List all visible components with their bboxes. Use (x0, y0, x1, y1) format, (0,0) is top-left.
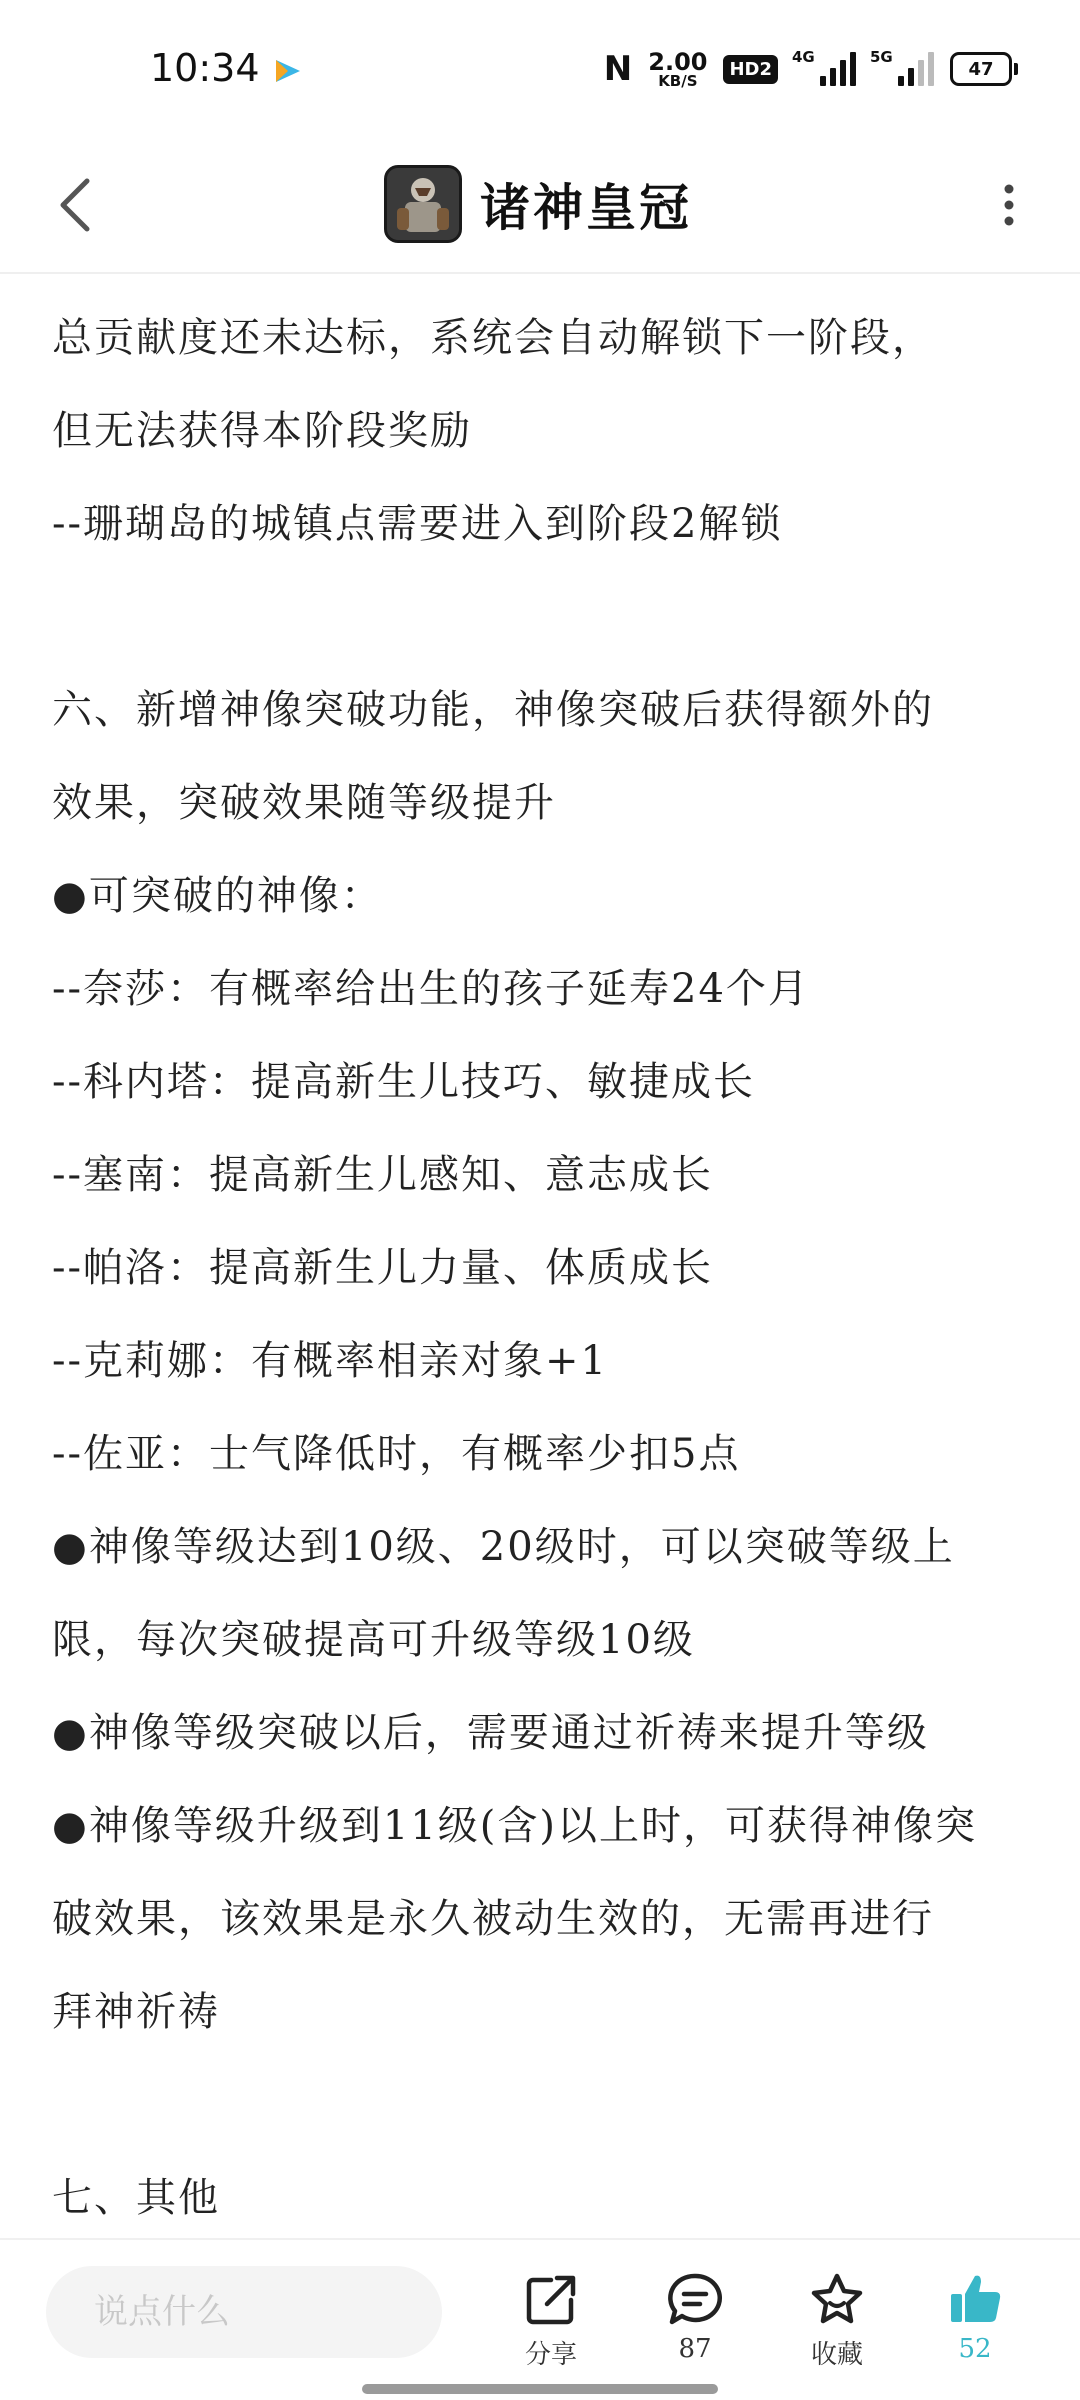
article-line: --帕洛：提高新生儿力量、体质成长 (52, 1245, 714, 1291)
page-title: 诸神皇冠 (480, 178, 692, 237)
article-line: 限，每次突破提高可升级等级10级 (52, 1617, 695, 1663)
article-line: ●神像等级达到10级、20级时，可以突破等级上 (52, 1524, 955, 1570)
chevron-left-icon (55, 175, 95, 235)
article-line (52, 571, 1042, 664)
article-line: --奈莎：有概率给出生的孩子延寿24个月 (52, 966, 810, 1012)
comments-button[interactable] (640, 2270, 750, 2380)
article-line (52, 2059, 1042, 2152)
app-header (0, 140, 1080, 274)
like-count: 52 (958, 2334, 992, 2364)
nfc-icon: N (603, 49, 633, 89)
star-icon (807, 2270, 867, 2330)
article-line: 效果，突破效果随等级提升 (52, 780, 556, 826)
article-line: 拜神祈祷 (52, 1989, 220, 2035)
thumbs-up-icon (945, 2270, 1005, 2330)
share-button[interactable] (496, 2270, 606, 2380)
article-line: 破效果，该效果是永久被动生效的，无需再进行 (52, 1896, 934, 1942)
like-button[interactable] (920, 2270, 1030, 2380)
article-line: ●神像等级升级到11级(含)以上时，可获得神像突 (52, 1803, 978, 1849)
comment-count: 87 (678, 2334, 712, 2364)
home-indicator[interactable] (362, 2384, 718, 2394)
article-line: --科内塔：提高新生儿技巧、敏捷成长 (52, 1059, 756, 1105)
battery-icon (950, 52, 1012, 86)
network-1-label: 4G (792, 48, 815, 66)
network-speed (648, 47, 708, 90)
article-line: ●可突破的神像： (52, 873, 383, 919)
favorite-button[interactable] (782, 2270, 892, 2380)
speed-value: 2.00 (648, 47, 708, 76)
share-label: 分享 (524, 2340, 577, 2370)
signal-4g-icon (792, 48, 856, 86)
network-2-label: 5G (870, 48, 893, 66)
header-title-group (384, 154, 692, 254)
more-options-button[interactable] (974, 170, 1044, 240)
article-line: --克莉娜：有概率相亲对象+1 (52, 1338, 608, 1384)
article-line: 七、其他 (52, 2175, 220, 2221)
bottom-action-bar (0, 2238, 1080, 2400)
back-button[interactable] (40, 170, 110, 240)
article-line: --珊瑚岛的城镇点需要进入到阶段2解锁 (52, 501, 783, 547)
status-time: 10:34 (150, 46, 260, 90)
article-line: --塞南：提高新生儿感知、意志成长 (52, 1152, 714, 1198)
comment-bubble-icon (665, 2270, 725, 2330)
favorite-label: 收藏 (810, 2340, 863, 2370)
more-vertical-icon (1001, 182, 1017, 228)
article-line: ●神像等级突破以后，需要通过祈祷来提升等级 (52, 1710, 929, 1756)
share-icon (521, 2270, 581, 2330)
status-icons (604, 44, 1012, 94)
video-app-icon (272, 58, 302, 84)
article-line: 但无法获得本阶段奖励 (52, 408, 472, 454)
article-line: --佐亚：士气降低时，有概率少扣5点 (52, 1431, 741, 1477)
hd-badge: HD2 (723, 55, 778, 84)
comment-input[interactable]: 说点什么 (46, 2266, 442, 2358)
article-line: 六、新增神像突破功能，神像突破后获得额外的 (52, 687, 934, 733)
speed-unit: KB/S (658, 71, 698, 90)
game-logo-icon (384, 165, 462, 243)
article-line: 总贡献度还未达标，系统会自动解锁下一阶段， (52, 315, 934, 361)
battery-level: 47 (968, 58, 994, 80)
status-bar (0, 0, 1080, 140)
signal-5g-icon (870, 48, 934, 86)
article-body (52, 292, 1042, 2245)
